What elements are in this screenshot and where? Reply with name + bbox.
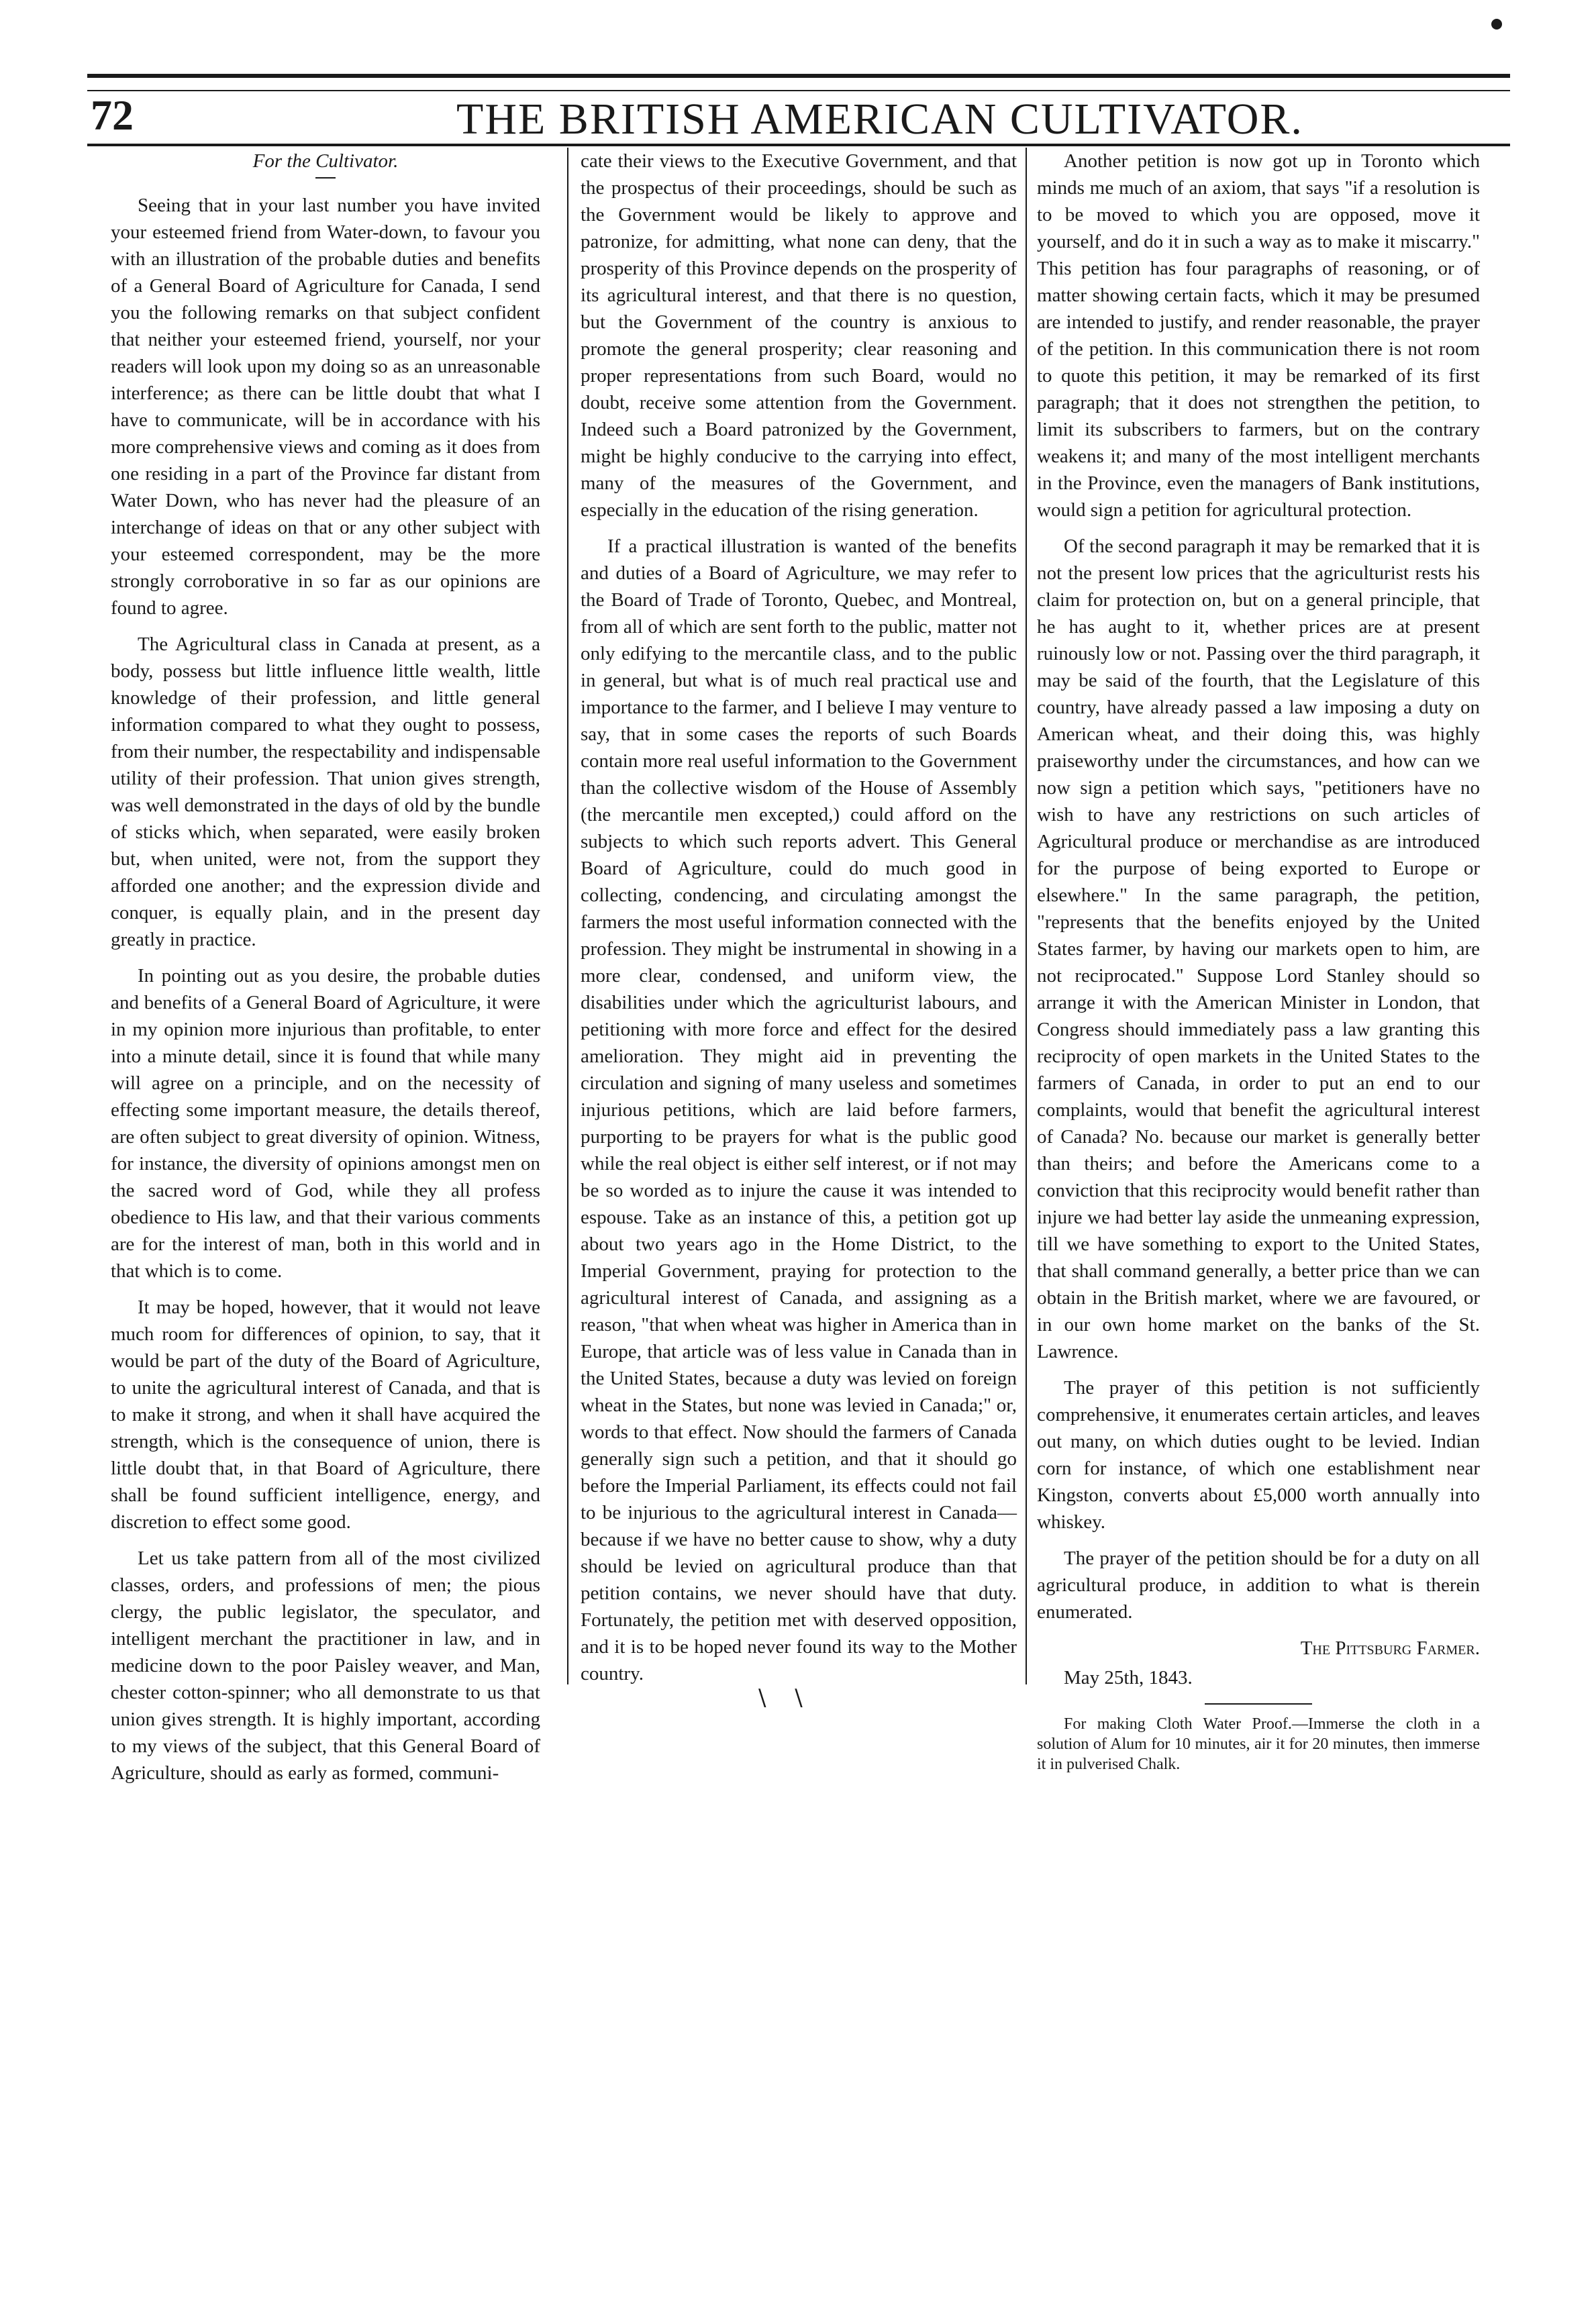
paragraph: The Agricultural class in Canada at present, as a body, possess but little influence little wealth, little knowledge of their profession, and little general information compared to what they ought to possess, from their number, the respectability and indispensable utility of their profession. That union gives strength, was well demonstrated in the days of old by the bundle of sticks which, when separated, were easily broken but, when united, were not, from the support they afforded one another; and the expression divide and conquer, is equally plain, and in the present day greatly in practice. bbox=[111, 634, 540, 950]
paragraph: Let us take pattern from all of the most civilized classes, orders, and professions of men; the pious clergy, the public legislator, the speculator, and intelligent merchant the practitioner in law, and in medicine down to the poor Paisley weaver, and Man, chester cotton-spinner; who all demonstrate to us that union gives strength. It is highly important, according to my views of the subject, that this General Board of Agriculture, should as early as formed, communi- bbox=[111, 1548, 540, 1784]
heading-rule bbox=[315, 177, 336, 179]
paragraph: Seeing that in your last number you have invited your esteemed friend from Water-down, to favour you with an illustration of the probable duties and benefits of a General Board of Agriculture for Canada, I send you the following remarks on that subject confident that neither your esteemed friend, yourself, nor your readers will look upon my doing so as an unreasonable interference; as there can be little doubt that what I have to communicate, will be in accordance with his more comprehensive views and coming as it does from one residing in a part of the Province far distant from Water Down, who has never had the pleasure of an interchange of ideas on that or any other subject with your esteemed correspondent, may be the more strongly corroborative in so far as our opinions are found to agree. bbox=[111, 195, 540, 619]
column-divider-2 bbox=[1026, 148, 1027, 1684]
article-signature: The Pittsburg Farmer. bbox=[1300, 1637, 1480, 1659]
masthead-title: THE BRITISH AMERICAN CULTIVATOR. bbox=[456, 95, 1303, 144]
paragraph: The prayer of this petition is not sufficiently comprehensive, it enumerates certain articles, and leaves out many, on which duties ought to be levied. Indian corn for instance, of which one establishment near Kingston, converts about £5,000 worth annually into whiskey. bbox=[1037, 1377, 1480, 1533]
page-number: 72 bbox=[91, 91, 134, 139]
paragraph: cate their views to the Executive Government, and that the prospectus of their proceedings, should be such as the Government would be likely to approve and patronize, for admitting, what none can deny, that the prosperity of this Province depends on the prosperity of its agricultural interest, and that there is no question, but the Government of the country is anxious to promote the general prosperity; clear reasoning and proper representations from such Board, would no doubt, receive some attention from the Government. Indeed such a Board patronized by the Government, might be highly conducive to the carrying into effect, many of the measures of the Government, and especially in the education of the rising generation. bbox=[581, 150, 1017, 521]
paragraph: If a practical illustration is wanted of the benefits and duties of a Board of Agriculture, we may refer to the Board of Trade of Toronto, Quebec, and Montreal, from all of which are sent forth to the public, matter not only edifying to the mercantile class, and to the public in general, but what is of much real practical use and importance to the farmer, and I believe I may venture to say, that in some cases the reports of such Boards contain more real useful information to the Government than the collective wisdom of the House of Assembly (the mercantile men excepted,) could afford on the subjects to which such reports advert. This General Board of Agriculture, could do much good in collecting, condencing, and circulating amongst the farmers the most useful information connected with the profession. They might be instrumental in showing in a more clear, condensed, and uniform view, the disabilities under which the agriculturist labours, and petitioning with more force and effect for the desired amelioration. They might aid in preventing the circulation and signing of many useless and sometimes injurious petitions, which are laid before farmers, purporting to be prayers for what is the public good while the real object is either self interest, or if not may be so worded as to injure the cause it was intended to espouse. Take as an instance of this, a petition got up about two years ago in the Home District, to the Imperial Government, praying for protection to the agricultural interest of Canada, and assigning as a reason, "that when wheat was higher in America than in Europe, that article was of less value in Canada than in the United States, because a duty was levied on foreign wheat in the States, but none was levied in Canada;" or, words to that effect. Now should the farmers of Canada generally sign such a petition, and that it should go before the Imperial Parliament, its effects could not fail to be injurious to the agricultural interest in Canada—because if we have no better cause to show, why a duty should be levied on agricultural produce than that petition contains, we never should have that duty. Fortunately, the petition met with deserved opposition, and it is to be hoped never found its way to the Mother country. bbox=[581, 536, 1017, 1684]
paragraph: Another petition is now got up in Toronto which minds me much of an axiom, that says "if a resolution is to be moved to which you are opposed, move it yourself, and do it in such a way as to make it miscarry." This petition has four paragraphs of reasoning, or of matter showing certain facts, which it may be presumed are intended to justify, and render reasonable, the prayer of the petition. In this communication there is not room to quote this petition, it may be remarked of its first paragraph; that it does not strengthen the petition, to limit its subscribers to farmers, but on the contrary weakens it; and many of the most intelligent merchants in the Province, even the managers of Bank institutions, would sign a petition for agricultural protection. bbox=[1037, 150, 1480, 521]
column-1 bbox=[111, 148, 540, 1796]
waterproof-notice: For making Cloth Water Proof.—Immerse the cloth in a solution of Alum for 10 minutes, air it for 20 minutes, then immerse it in pulverised Chalk. bbox=[1037, 1715, 1480, 1773]
column-3 bbox=[1037, 148, 1480, 1784]
masthead-rule bbox=[87, 144, 1510, 146]
paragraph: The prayer of the petition should be for a duty on all agricultural produce, in addition to what is therein enumerated. bbox=[1037, 1548, 1480, 1623]
column-divider-1 bbox=[567, 148, 568, 1684]
margin-marks: \ \ bbox=[758, 1684, 813, 1711]
article-heading: For the Cultivator. bbox=[252, 150, 399, 172]
ink-spot bbox=[1491, 19, 1502, 30]
column-2 bbox=[581, 148, 1017, 1697]
top-double-rule bbox=[87, 74, 1510, 91]
notice-rule bbox=[1205, 1703, 1312, 1705]
paragraph: It may be hoped, however, that it would not leave much room for differences of opinion, to say, that it would be part of the duty of the Board of Agriculture, to unite the agricultural interest of Canada, and that is to make it strong, and when it shall have acquired the strength, which is the consequence of union, there is little doubt that, in that Board of Agriculture, there shall be found sufficient intelligence, energy, and discretion to effect some good. bbox=[111, 1297, 540, 1533]
article-date: May 25th, 1843. bbox=[1064, 1667, 1193, 1688]
paragraph: Of the second paragraph it may be remarked that it is not the present low prices that the agriculturist rests his claim for protection on, but on a general principle, that he has aught to it, whether prices are at present ruinously low or not. Passing over the third paragraph, it may be said of the fourth, that the Legislature of this country, have already passed a law imposing a duty on American wheat, and their doing this, was highly praiseworthy under the circumstances, and how can we now sign a petition which says, "petitioners have no wish to have any restrictions on such articles of Agricultural produce or merchandise as are introduced for the purpose of being exported to Europe or elsewhere." In the same paragraph, the petition, "represents that the benefits enjoyed by the United States farmer, by having our markets open to him, are not reciprocated." Suppose Lord Stanley should so arrange it with the American Minister in London, that Congress should immediately pass a law granting this reciprocity of open markets in the United States to the farmers of Canada, in order to put an end to our complaints, would that benefit the agricultural interest of Canada? No. because our market is generally better than theirs; and before the Americans come to a conviction that this reciprocity would benefit rather than injure we had better lay aside the unmeaning expression, till we have something to export to the United States, that shall command generally, a better price than we can obtain in the British market, where we are favoured, or in our own home market on the banks of the St. Lawrence. bbox=[1037, 536, 1480, 1362]
paragraph: In pointing out as you desire, the probable duties and benefits of a General Board of Agriculture, it were in my opinion more injurious than profitable, to enter into a minute detail, since it is found that while many will agree on a principle, and on the necessity of effecting some important measure, the details thereof, are often subject to great diversity of opinion. Witness, for instance, the diversity of opinions amongst men on the sacred word of God, while they all profess obedience to His law, and that their various comments are for the interest of man, both in this world and in that which is to come. bbox=[111, 965, 540, 1282]
